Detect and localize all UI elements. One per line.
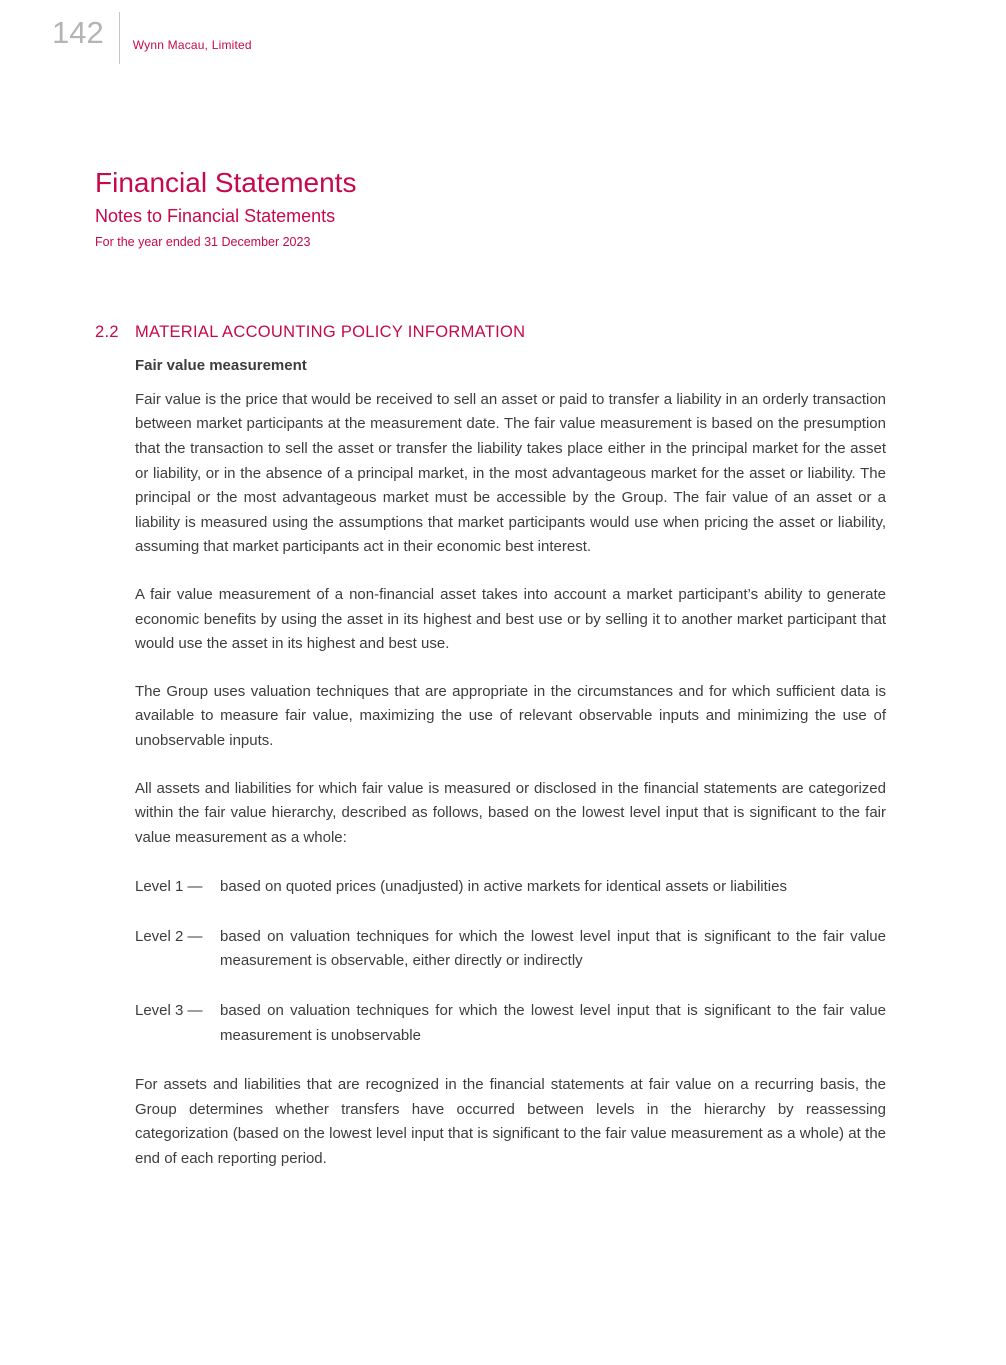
level-1-label: Level 1 — — [135, 878, 203, 896]
page-header — [52, 12, 252, 64]
level-2-label: Level 2 — — [135, 927, 203, 945]
level-item-1 — [135, 875, 886, 900]
document-subtitle: Notes to Financial Statements — [95, 205, 336, 226]
level-3-text: based on valuation techniques for which the lowest level input that is significant to the fair value measurement is unobservable — [220, 1002, 886, 1044]
level-item-2 — [135, 925, 886, 974]
section-body — [135, 357, 886, 1172]
level-2-text: based on valuation techniques for which the lowest level input that is significant to the fair value measurement is observable, either directly or indirectly — [220, 927, 886, 970]
section-title: MATERIAL ACCOUNTING POLICY INFORMATION — [135, 322, 526, 341]
paragraph-fair-value-hierarchy: All assets and liabilities for which fair value is measured or disclosed in the financial statements are categorized within the fair value hierarchy, described as follows, based on the lowest level input that is significant to the fair value measurement as a whole: — [135, 779, 886, 846]
page-number: 142 — [52, 15, 104, 50]
document-title: Financial Statements — [95, 167, 357, 198]
closing-paragraph: For assets and liabilities that are recognized in the financial statements at fair value on a recurring basis, the Group determines whether transfers have occurred between levels in the hierarchy by reassessing categorization (based on the lowest level input that is significant to the fair value measurement as a whole) at the end of each reporting period. — [135, 1076, 886, 1168]
section-heading — [95, 323, 886, 342]
reporting-period: For the year ended 31 December 2023 — [95, 234, 311, 249]
header-divider — [119, 12, 120, 64]
level-item-3 — [135, 999, 886, 1048]
subsection-heading: Fair value measurement — [135, 356, 307, 374]
paragraph-valuation-techniques: The Group uses valuation techniques that are appropriate in the circumstances and for which sufficient data is available to measure fair value, maximizing the use of relevant observable inputs and minimizing the use of unobservable inputs. — [135, 682, 886, 749]
main-content — [95, 168, 886, 1172]
paragraph-fair-value-definition: Fair value is the price that would be received to sell an asset or paid to transfer a liability in an orderly transaction between market participants at the measurement date. The fair value measurement is based on the presumption that the transaction to sell the asset or transfer the liability takes place either in the principal market for the asset or liability, or in the absence of a principal market, in the most advantageous market for the asset or liability. The principal or the most advantageous market must be accessible by the Group. The fair value of an asset or a liability is measured using the assumptions that market participants would use when pricing the asset or liability, assuming that market participants act in their economic best interest. — [135, 390, 886, 556]
paragraph-non-financial-asset: A fair value measurement of a non-financial asset takes into account a market participant’s ability to generate economic benefits by using the asset in its highest and best use or by selling it to another market participant that would use the asset in its highest and best use. — [135, 585, 886, 653]
level-1-text: based on quoted prices (unadjusted) in active markets for identical assets or liabilities — [220, 878, 787, 896]
company-name: Wynn Macau, Limited — [132, 38, 252, 52]
level-3-label: Level 3 — — [135, 1002, 203, 1020]
section-number: 2.2 — [95, 322, 119, 341]
